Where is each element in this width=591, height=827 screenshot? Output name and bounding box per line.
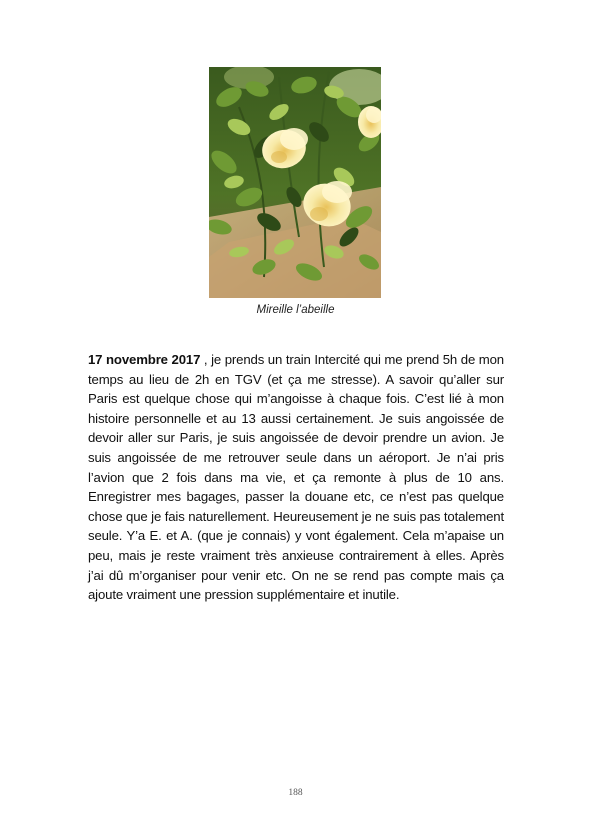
entry-text: , je prends un train Intercité qui me prend 5h de mon temps au lieu de 2h en TGV (et ça me stresse). A savoir qu’aller sur Paris est quelque chose qui m’angoisse à chaque fois. C’est lié à mon histoire personnelle et au 13 aussi certainement. Je suis angoissée de devoir aller sur Paris, je suis angoissée de devoir prendre un avion. Je suis angoissée de me retrouver seule dans un aéroport. Je n’ai pris l’avion que 2 fois dans ma vie, et ça remonte à plus de 10 ans. Enregistrer mes bagages, passer la douane etc, ce n’est pas quelque chose que je fais naturellement. Heureusement je ne suis pas totalement seule. Y’a E. et A. (que je connais) y vont également. Cela m’apaise un peu, mais je reste vraiment très anxieuse contrairement à elles. Après j’ai dû m’organiser pour venir etc. On ne se rend pas compte mais ça ajoute vraiment une pression supplémentaire et inutile. — [88, 352, 504, 603]
page-number: 188 — [288, 788, 303, 798]
flower-photo — [209, 67, 381, 298]
diary-entry-paragraph — [88, 350, 504, 605]
photo-caption: Mireille l’abeille — [256, 304, 335, 316]
entry-date: 17 novembre 2017 — [88, 352, 201, 367]
